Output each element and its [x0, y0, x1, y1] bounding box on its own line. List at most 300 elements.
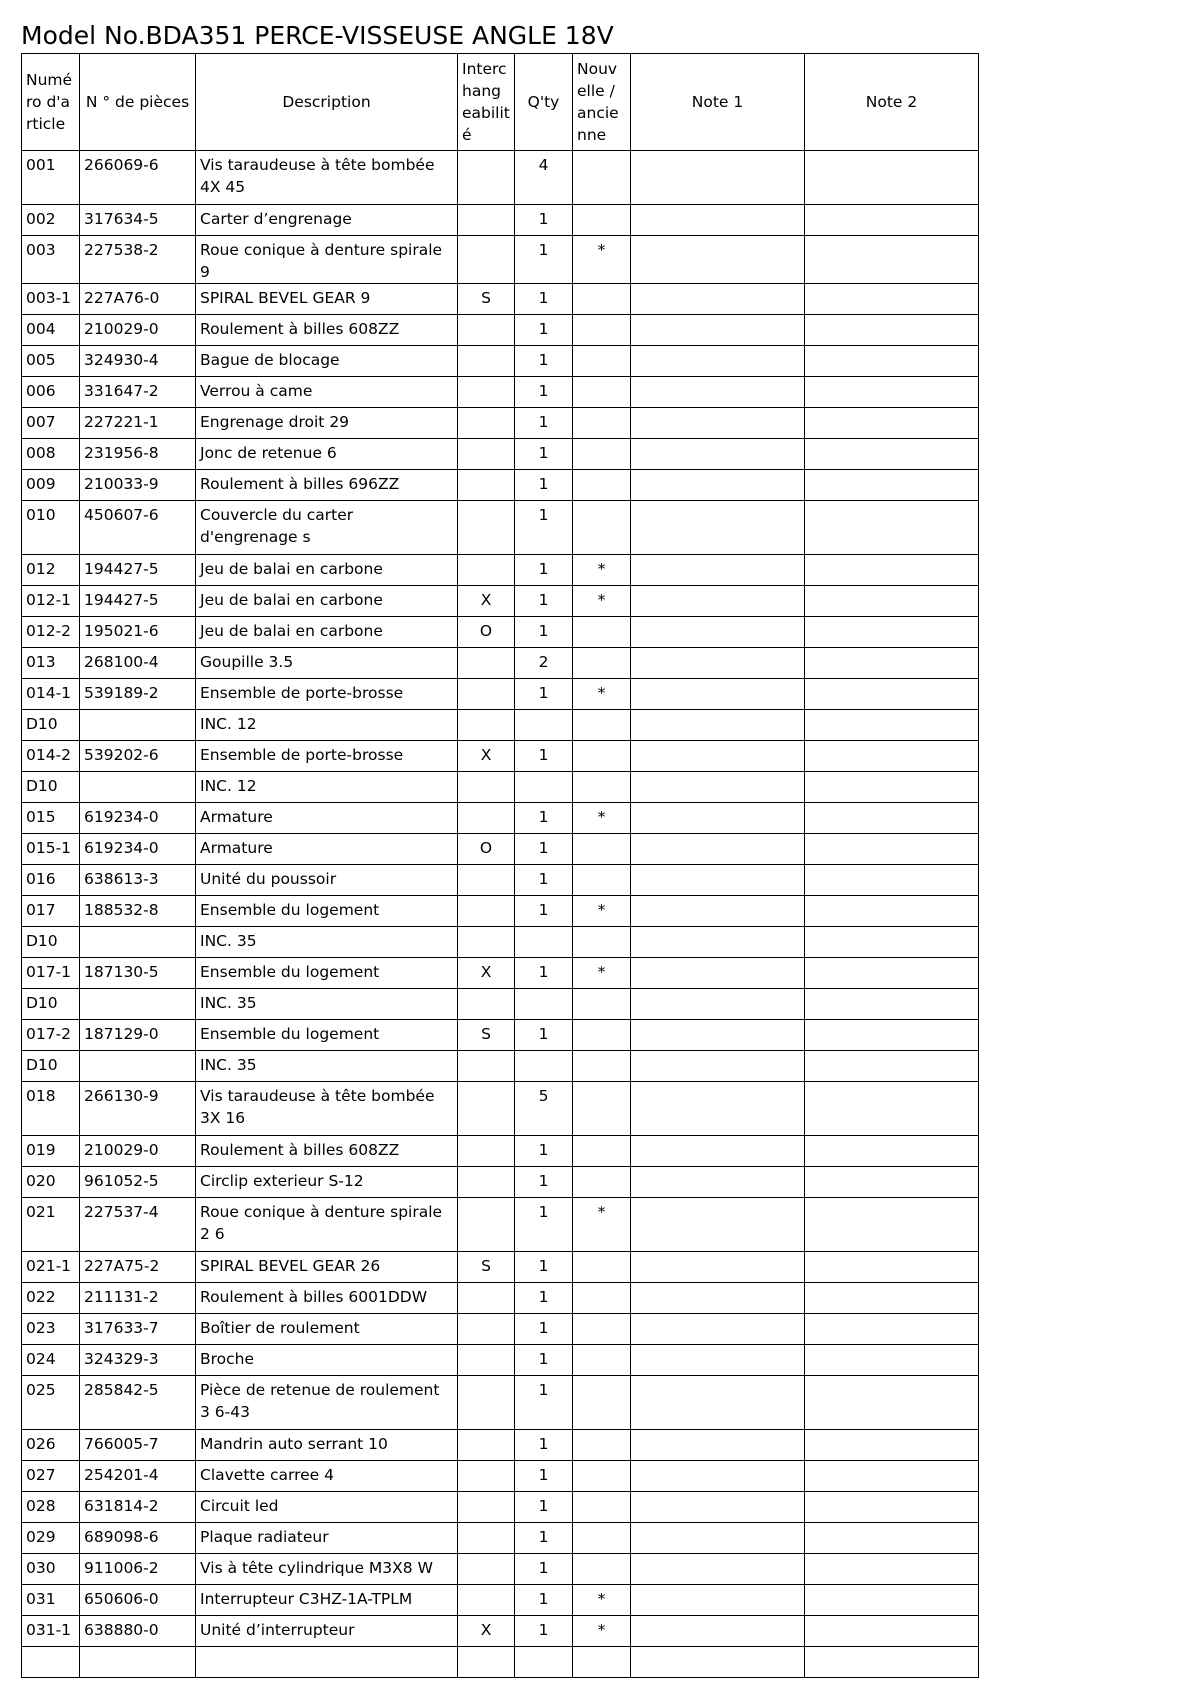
- cell-part-number: 227A75-2: [80, 1252, 196, 1283]
- cell-item-number: 004: [22, 315, 80, 346]
- cell-part-number: 227538-2: [80, 236, 196, 284]
- column-header-description: Description: [196, 54, 458, 151]
- cell-note-2: [805, 1461, 979, 1492]
- cell-item-number: 001: [22, 151, 80, 205]
- cell-new-old: [573, 1461, 631, 1492]
- table-row: [22, 408, 979, 439]
- cell-new-old: [573, 205, 631, 236]
- cell-interchangeability: [458, 710, 515, 741]
- cell-item-number: 022: [22, 1283, 80, 1314]
- page-title: Model No.BDA351 PERCE-VISSEUSE ANGLE 18V: [21, 21, 614, 50]
- cell-interchangeability: [458, 346, 515, 377]
- cell-note-1: [631, 1345, 805, 1376]
- cell-description: Clavette carree 4: [196, 1461, 458, 1492]
- cell-interchangeability: [458, 1376, 515, 1430]
- cell-part-number: 188532-8: [80, 896, 196, 927]
- cell-new-old: [573, 1020, 631, 1051]
- cell-part-number: 194427-5: [80, 586, 196, 617]
- cell-interchangeability: [458, 1136, 515, 1167]
- cell-part-number: 268100-4: [80, 648, 196, 679]
- cell-new-old: [573, 377, 631, 408]
- cell-description: Roue conique à denture spirale 9: [196, 236, 458, 284]
- table-row: [22, 958, 979, 989]
- cell-qty: 1: [515, 958, 573, 989]
- column-header-note-1: Note 1: [631, 54, 805, 151]
- cell-item-number: 014-2: [22, 741, 80, 772]
- cell-interchangeability: [458, 1167, 515, 1198]
- cell-interchangeability: [458, 1585, 515, 1616]
- cell-part-number: 195021-6: [80, 617, 196, 648]
- table-row: [22, 1647, 979, 1678]
- table-row: [22, 346, 979, 377]
- cell-qty: 1: [515, 1283, 573, 1314]
- cell-note-1: [631, 1167, 805, 1198]
- cell-interchangeability: [458, 1430, 515, 1461]
- cell-interchangeability: S: [458, 1020, 515, 1051]
- cell-qty: 1: [515, 315, 573, 346]
- cell-interchangeability: [458, 1492, 515, 1523]
- table-row: [22, 1376, 979, 1430]
- cell-description: Vis taraudeuse à tête bombée 4X 45: [196, 151, 458, 205]
- cell-interchangeability: [458, 236, 515, 284]
- cell-new-old: *: [573, 236, 631, 284]
- cell-note-1: [631, 865, 805, 896]
- cell-description: Ensemble de porte-brosse: [196, 741, 458, 772]
- cell-qty: 1: [515, 1167, 573, 1198]
- table-row: [22, 439, 979, 470]
- cell-part-number: 227A76-0: [80, 284, 196, 315]
- cell-interchangeability: X: [458, 1616, 515, 1647]
- cell-qty: 1: [515, 1430, 573, 1461]
- cell-note-2: [805, 315, 979, 346]
- cell-description: Roulement à billes 608ZZ: [196, 1136, 458, 1167]
- table-header-row: [22, 54, 979, 151]
- cell-item-number: 025: [22, 1376, 80, 1430]
- cell-description: Circlip exterieur S-12: [196, 1167, 458, 1198]
- cell-interchangeability: [458, 470, 515, 501]
- table-row: [22, 586, 979, 617]
- cell-part-number: [80, 1051, 196, 1082]
- cell-description: Roulement à billes 6001DDW: [196, 1283, 458, 1314]
- cell-qty: 5: [515, 1082, 573, 1136]
- table-row: [22, 803, 979, 834]
- cell-note-1: [631, 989, 805, 1020]
- cell-item-number: 007: [22, 408, 80, 439]
- cell-description: SPIRAL BEVEL GEAR 9: [196, 284, 458, 315]
- cell-new-old: *: [573, 1585, 631, 1616]
- cell-note-1: [631, 408, 805, 439]
- cell-qty: [515, 989, 573, 1020]
- cell-new-old: [573, 989, 631, 1020]
- table-row: [22, 1136, 979, 1167]
- cell-note-2: [805, 1492, 979, 1523]
- cell-part-number: 227221-1: [80, 408, 196, 439]
- cell-description: [196, 1647, 458, 1678]
- cell-interchangeability: [458, 1647, 515, 1678]
- cell-qty: 1: [515, 741, 573, 772]
- cell-item-number: 023: [22, 1314, 80, 1345]
- cell-note-1: [631, 1198, 805, 1252]
- cell-item-number: 020: [22, 1167, 80, 1198]
- cell-note-1: [631, 679, 805, 710]
- cell-note-1: [631, 1082, 805, 1136]
- cell-part-number: 317634-5: [80, 205, 196, 236]
- table-row: [22, 1523, 979, 1554]
- cell-note-1: [631, 205, 805, 236]
- cell-note-1: [631, 1051, 805, 1082]
- cell-description: Carter d’engrenage: [196, 205, 458, 236]
- cell-note-1: [631, 617, 805, 648]
- cell-qty: 1: [515, 205, 573, 236]
- cell-note-2: [805, 989, 979, 1020]
- cell-description: Jeu de balai en carbone: [196, 617, 458, 648]
- cell-item-number: 015: [22, 803, 80, 834]
- cell-item-number: 031: [22, 1585, 80, 1616]
- cell-interchangeability: [458, 1345, 515, 1376]
- cell-note-2: [805, 679, 979, 710]
- cell-new-old: *: [573, 803, 631, 834]
- cell-item-number: 012-1: [22, 586, 80, 617]
- cell-qty: 1: [515, 896, 573, 927]
- cell-qty: 1: [515, 586, 573, 617]
- cell-note-1: [631, 1376, 805, 1430]
- cell-new-old: [573, 865, 631, 896]
- cell-qty: 1: [515, 408, 573, 439]
- cell-note-1: [631, 346, 805, 377]
- cell-part-number: 911006-2: [80, 1554, 196, 1585]
- cell-qty: [515, 772, 573, 803]
- cell-new-old: [573, 1523, 631, 1554]
- table-row: [22, 1585, 979, 1616]
- cell-qty: [515, 710, 573, 741]
- cell-description: Unité d’interrupteur: [196, 1616, 458, 1647]
- cell-qty: 1: [515, 1616, 573, 1647]
- cell-note-2: [805, 236, 979, 284]
- cell-new-old: *: [573, 1616, 631, 1647]
- cell-description: Unité du poussoir: [196, 865, 458, 896]
- cell-interchangeability: [458, 1314, 515, 1345]
- cell-item-number: 021: [22, 1198, 80, 1252]
- table-row: [22, 1314, 979, 1345]
- cell-note-2: [805, 741, 979, 772]
- cell-qty: 1: [515, 679, 573, 710]
- cell-description: Jeu de balai en carbone: [196, 586, 458, 617]
- cell-note-2: [805, 377, 979, 408]
- cell-note-2: [805, 896, 979, 927]
- cell-note-2: [805, 1051, 979, 1082]
- cell-part-number: 231956-8: [80, 439, 196, 470]
- cell-qty: 1: [515, 346, 573, 377]
- cell-qty: 1: [515, 1314, 573, 1345]
- cell-note-1: [631, 236, 805, 284]
- cell-interchangeability: X: [458, 741, 515, 772]
- cell-interchangeability: O: [458, 617, 515, 648]
- cell-note-2: [805, 205, 979, 236]
- cell-note-2: [805, 803, 979, 834]
- table-row: [22, 470, 979, 501]
- cell-interchangeability: [458, 803, 515, 834]
- table-row: [22, 1616, 979, 1647]
- cell-qty: 1: [515, 617, 573, 648]
- cell-note-1: [631, 1616, 805, 1647]
- cell-item-number: [22, 1647, 80, 1678]
- cell-new-old: [573, 1314, 631, 1345]
- cell-part-number: 638880-0: [80, 1616, 196, 1647]
- cell-note-2: [805, 1136, 979, 1167]
- cell-note-2: [805, 346, 979, 377]
- cell-note-1: [631, 1461, 805, 1492]
- cell-new-old: [573, 1376, 631, 1430]
- cell-note-1: [631, 1585, 805, 1616]
- cell-item-number: 017: [22, 896, 80, 927]
- table-row: [22, 1430, 979, 1461]
- cell-qty: 1: [515, 1136, 573, 1167]
- cell-note-2: [805, 1523, 979, 1554]
- cell-item-number: 030: [22, 1554, 80, 1585]
- cell-note-2: [805, 1283, 979, 1314]
- cell-qty: 1: [515, 1492, 573, 1523]
- cell-note-1: [631, 151, 805, 205]
- cell-item-number: 028: [22, 1492, 80, 1523]
- cell-item-number: 031-1: [22, 1616, 80, 1647]
- cell-description: INC. 35: [196, 989, 458, 1020]
- cell-description: Circuit led: [196, 1492, 458, 1523]
- cell-qty: 1: [515, 501, 573, 555]
- cell-new-old: [573, 151, 631, 205]
- cell-new-old: [573, 772, 631, 803]
- cell-part-number: 450607-6: [80, 501, 196, 555]
- cell-new-old: [573, 1252, 631, 1283]
- cell-note-2: [805, 1314, 979, 1345]
- cell-part-number: 619234-0: [80, 834, 196, 865]
- cell-qty: 1: [515, 439, 573, 470]
- cell-note-1: [631, 1314, 805, 1345]
- cell-part-number: 254201-4: [80, 1461, 196, 1492]
- cell-note-1: [631, 958, 805, 989]
- cell-note-1: [631, 439, 805, 470]
- cell-new-old: [573, 501, 631, 555]
- cell-part-number: 285842-5: [80, 1376, 196, 1430]
- cell-note-1: [631, 896, 805, 927]
- cell-part-number: 766005-7: [80, 1430, 196, 1461]
- cell-note-1: [631, 834, 805, 865]
- cell-item-number: 005: [22, 346, 80, 377]
- cell-note-2: [805, 1585, 979, 1616]
- cell-new-old: *: [573, 958, 631, 989]
- cell-new-old: [573, 346, 631, 377]
- cell-new-old: *: [573, 896, 631, 927]
- cell-item-number: 016: [22, 865, 80, 896]
- cell-qty: 1: [515, 803, 573, 834]
- cell-part-number: 331647-2: [80, 377, 196, 408]
- cell-note-1: [631, 1252, 805, 1283]
- cell-description: Goupille 3.5: [196, 648, 458, 679]
- cell-description: INC. 35: [196, 927, 458, 958]
- cell-part-number: 324930-4: [80, 346, 196, 377]
- cell-note-1: [631, 1283, 805, 1314]
- cell-interchangeability: [458, 205, 515, 236]
- cell-qty: [515, 927, 573, 958]
- cell-item-number: 012-2: [22, 617, 80, 648]
- cell-interchangeability: [458, 408, 515, 439]
- cell-interchangeability: S: [458, 1252, 515, 1283]
- cell-description: Mandrin auto serrant 10: [196, 1430, 458, 1461]
- cell-description: Jeu de balai en carbone: [196, 555, 458, 586]
- cell-description: Interrupteur C3HZ-1A-TPLM: [196, 1585, 458, 1616]
- cell-item-number: 015-1: [22, 834, 80, 865]
- cell-qty: 2: [515, 648, 573, 679]
- cell-part-number: [80, 989, 196, 1020]
- cell-interchangeability: [458, 1283, 515, 1314]
- cell-description: Roulement à billes 608ZZ: [196, 315, 458, 346]
- column-header-new-old: Nouv elle / ancie nne: [573, 54, 631, 151]
- cell-interchangeability: S: [458, 284, 515, 315]
- cell-item-number: 017-2: [22, 1020, 80, 1051]
- cell-qty: 1: [515, 1585, 573, 1616]
- cell-description: Broche: [196, 1345, 458, 1376]
- cell-item-number: 003-1: [22, 284, 80, 315]
- cell-note-2: [805, 927, 979, 958]
- cell-note-2: [805, 1430, 979, 1461]
- cell-new-old: *: [573, 679, 631, 710]
- cell-qty: 1: [515, 1198, 573, 1252]
- cell-part-number: 631814-2: [80, 1492, 196, 1523]
- cell-part-number: 194427-5: [80, 555, 196, 586]
- cell-part-number: 210029-0: [80, 315, 196, 346]
- cell-interchangeability: [458, 151, 515, 205]
- table-row: [22, 284, 979, 315]
- cell-part-number: 689098-6: [80, 1523, 196, 1554]
- cell-new-old: [573, 1647, 631, 1678]
- column-header-interchangeability: Interc hang eabilit é: [458, 54, 515, 151]
- cell-note-2: [805, 151, 979, 205]
- cell-interchangeability: O: [458, 834, 515, 865]
- cell-new-old: *: [573, 555, 631, 586]
- cell-part-number: [80, 772, 196, 803]
- cell-part-number: 211131-2: [80, 1283, 196, 1314]
- cell-note-1: [631, 315, 805, 346]
- cell-note-2: [805, 1345, 979, 1376]
- cell-item-number: 026: [22, 1430, 80, 1461]
- table-row: [22, 377, 979, 408]
- cell-note-2: [805, 1252, 979, 1283]
- cell-qty: 1: [515, 1252, 573, 1283]
- cell-note-2: [805, 1020, 979, 1051]
- table-row: [22, 1198, 979, 1252]
- cell-note-2: [805, 1616, 979, 1647]
- cell-description: Engrenage droit 29: [196, 408, 458, 439]
- cell-new-old: [573, 1554, 631, 1585]
- cell-description: INC. 35: [196, 1051, 458, 1082]
- cell-new-old: [573, 284, 631, 315]
- cell-note-1: [631, 927, 805, 958]
- cell-note-2: [805, 617, 979, 648]
- cell-description: Couvercle du carter d'engrenage s: [196, 501, 458, 555]
- cell-part-number: [80, 1647, 196, 1678]
- cell-note-1: [631, 648, 805, 679]
- cell-part-number: 266069-6: [80, 151, 196, 205]
- cell-new-old: [573, 1283, 631, 1314]
- cell-qty: 1: [515, 377, 573, 408]
- table-row: [22, 205, 979, 236]
- cell-interchangeability: [458, 896, 515, 927]
- cell-note-1: [631, 1554, 805, 1585]
- cell-item-number: 008: [22, 439, 80, 470]
- cell-interchangeability: [458, 648, 515, 679]
- cell-note-1: [631, 1430, 805, 1461]
- cell-part-number: [80, 927, 196, 958]
- cell-part-number: 187129-0: [80, 1020, 196, 1051]
- table-row: [22, 679, 979, 710]
- table-row: [22, 1461, 979, 1492]
- cell-part-number: 961052-5: [80, 1167, 196, 1198]
- cell-qty: 1: [515, 1345, 573, 1376]
- cell-part-number: 539202-6: [80, 741, 196, 772]
- cell-description: Ensemble du logement: [196, 1020, 458, 1051]
- cell-part-number: 187130-5: [80, 958, 196, 989]
- cell-interchangeability: [458, 377, 515, 408]
- cell-note-1: [631, 710, 805, 741]
- cell-note-1: [631, 772, 805, 803]
- cell-item-number: 003: [22, 236, 80, 284]
- table-row: [22, 865, 979, 896]
- cell-item-number: D10: [22, 772, 80, 803]
- cell-item-number: 009: [22, 470, 80, 501]
- cell-new-old: [573, 315, 631, 346]
- cell-qty: 1: [515, 865, 573, 896]
- table-row: [22, 834, 979, 865]
- cell-note-2: [805, 772, 979, 803]
- parts-table: [21, 53, 979, 1678]
- cell-note-2: [805, 439, 979, 470]
- cell-item-number: 027: [22, 1461, 80, 1492]
- cell-interchangeability: [458, 1198, 515, 1252]
- cell-note-2: [805, 958, 979, 989]
- table-row: [22, 989, 979, 1020]
- cell-item-number: 006: [22, 377, 80, 408]
- cell-description: INC. 12: [196, 772, 458, 803]
- cell-description: Boîtier de roulement: [196, 1314, 458, 1345]
- cell-qty: 1: [515, 1523, 573, 1554]
- cell-note-2: [805, 1554, 979, 1585]
- cell-item-number: 029: [22, 1523, 80, 1554]
- table-row: [22, 1082, 979, 1136]
- cell-description: Ensemble de porte-brosse: [196, 679, 458, 710]
- cell-note-2: [805, 501, 979, 555]
- cell-item-number: 019: [22, 1136, 80, 1167]
- cell-item-number: 012: [22, 555, 80, 586]
- cell-note-1: [631, 586, 805, 617]
- cell-qty: 4: [515, 151, 573, 205]
- cell-note-2: [805, 586, 979, 617]
- cell-interchangeability: [458, 1461, 515, 1492]
- cell-note-1: [631, 377, 805, 408]
- cell-interchangeability: [458, 772, 515, 803]
- cell-interchangeability: [458, 439, 515, 470]
- cell-note-2: [805, 284, 979, 315]
- cell-item-number: 017-1: [22, 958, 80, 989]
- cell-part-number: [80, 710, 196, 741]
- cell-qty: 1: [515, 1554, 573, 1585]
- cell-interchangeability: [458, 679, 515, 710]
- table-row: [22, 741, 979, 772]
- table-row: [22, 1345, 979, 1376]
- cell-qty: [515, 1051, 573, 1082]
- cell-new-old: *: [573, 586, 631, 617]
- cell-new-old: [573, 1345, 631, 1376]
- cell-note-2: [805, 1647, 979, 1678]
- table-row: [22, 1167, 979, 1198]
